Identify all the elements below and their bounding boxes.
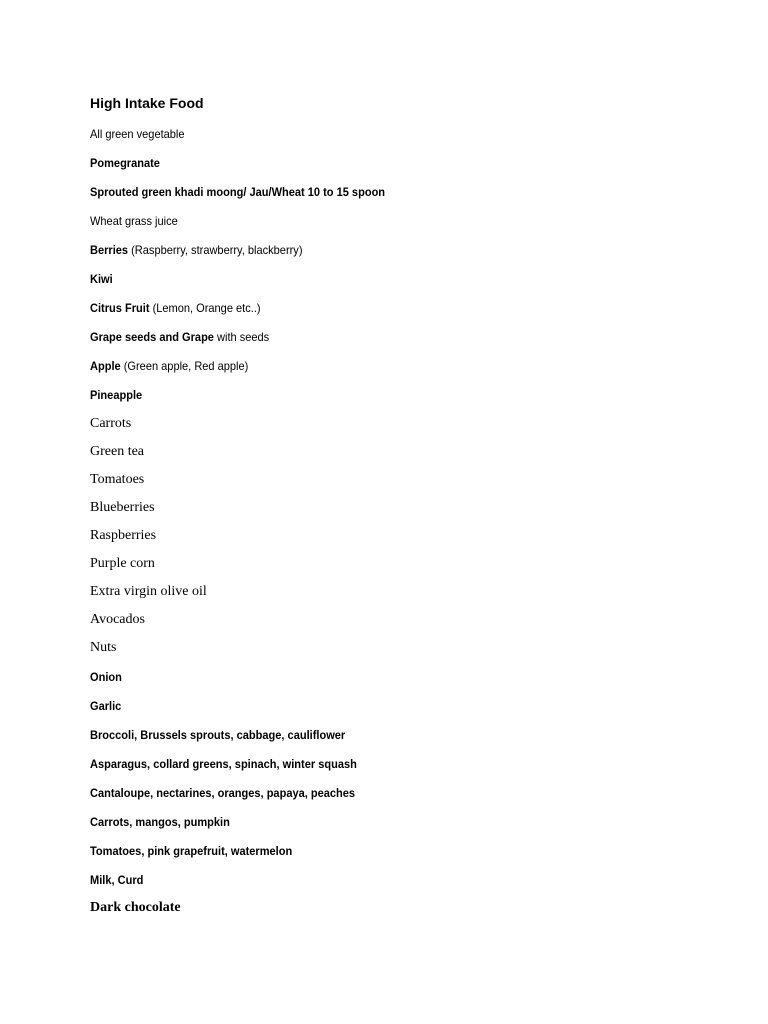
list-item: Sprouted green khadi moong/ Jau/Wheat 10 to 15 spoon	[90, 185, 386, 199]
list-item: Carrots, mangos, pumpkin	[90, 815, 230, 829]
list-item: Green tea	[90, 444, 145, 459]
list-item: Asparagus, collard greens, spinach, winter squash	[90, 757, 357, 771]
item-detail: (Raspberry, strawberry, blackberry)	[128, 243, 303, 257]
list-item: Cantaloupe, nectarines, oranges, papaya, peaches	[90, 786, 356, 800]
item-name: Apple	[90, 359, 121, 373]
list-item: Carrots	[90, 416, 132, 431]
list-item: Wheat grass juice	[90, 214, 178, 228]
list-item: Extra virgin olive oil	[90, 584, 207, 599]
list-item: Onion	[90, 670, 122, 684]
list-item: Nuts	[90, 640, 117, 655]
item-name: Citrus Fruit	[90, 301, 150, 315]
list-item: Tomatoes, pink grapefruit, watermelon	[90, 844, 293, 858]
list-item	[90, 357, 248, 375]
list-item	[90, 299, 261, 317]
list-item: Purple corn	[90, 556, 155, 571]
list-item	[90, 241, 303, 259]
list-item: Tomatoes	[90, 472, 145, 487]
list-item: Pineapple	[90, 388, 143, 402]
list-item: Blueberries	[90, 500, 155, 515]
list-item	[90, 328, 269, 346]
item-name: Grape seeds and Grape	[90, 330, 218, 344]
list-item: Raspberries	[90, 528, 157, 543]
item-detail: (Green apple, Red apple)	[120, 359, 249, 373]
list-item: Milk, Curd	[90, 873, 144, 887]
item-name: Berries	[90, 243, 129, 257]
item-detail: (Lemon, Orange etc..)	[149, 301, 261, 315]
page-title: High Intake Food	[90, 95, 204, 111]
list-item: Avocados	[90, 612, 145, 627]
item-detail: with seeds	[217, 330, 270, 344]
list-item: Broccoli, Brussels sprouts, cabbage, cauliflower	[90, 728, 346, 742]
list-item: Dark chocolate	[90, 900, 181, 915]
list-item: Garlic	[90, 699, 122, 713]
list-item: All green vegetable	[90, 127, 185, 141]
list-item: Kiwi	[90, 272, 113, 286]
list-item: Pomegranate	[90, 156, 160, 170]
